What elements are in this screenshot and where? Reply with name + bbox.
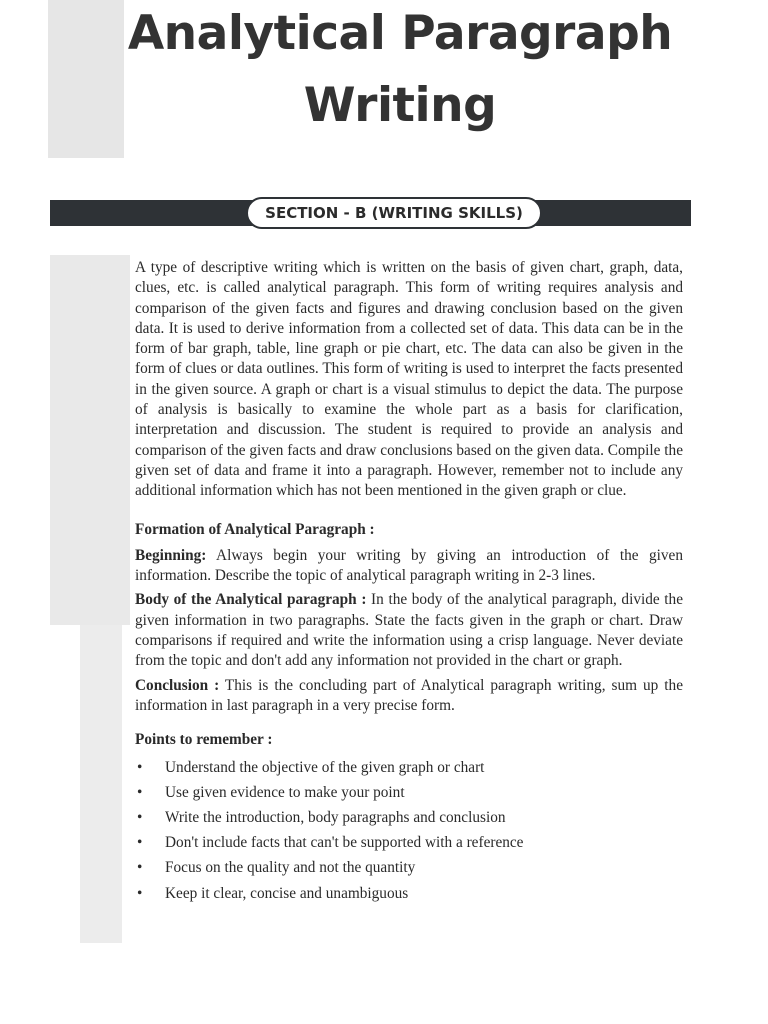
list-item-text: Focus on the quality and not the quantity	[165, 859, 416, 877]
list-item	[135, 780, 683, 805]
conclusion-text: This is the concluding part of Analytical paragraph writing, sum up the information in last paragraph in a very precise form.	[135, 676, 683, 714]
points-heading: Points to remember :	[135, 731, 273, 749]
body-text: In the body of the analytical paragraph, divide the given information in two paragraphs. State the facts given in the graph or chart. Draw comparisons if required and write the information using a crisp language. Never deviate from the topic and don't add any information not provided in the chart or graph.	[135, 591, 683, 670]
list-item	[135, 855, 683, 880]
bullet-icon: •	[137, 758, 143, 776]
list-item	[135, 805, 683, 830]
bullet-icon: •	[137, 808, 143, 826]
conclusion-term: Conclusion :	[135, 676, 220, 694]
bullet-icon: •	[137, 783, 143, 801]
list-item-text: Keep it clear, concise and unambiguous	[165, 884, 409, 902]
list-item	[135, 830, 683, 855]
body-definition	[135, 590, 683, 671]
beginning-definition	[135, 546, 683, 587]
page-title	[0, 0, 768, 146]
bullet-icon: •	[137, 859, 143, 877]
list-item-text: Write the introduction, body paragraphs and conclusion	[165, 808, 506, 826]
formation-heading: Formation of Analytical Paragraph :	[135, 520, 375, 538]
bullet-icon: •	[137, 834, 143, 852]
section-label: SECTION - B (WRITING SKILLS)	[246, 197, 542, 229]
page-title-line-1: Analytical Paragraph	[127, 6, 673, 61]
decorative-margin-block-lower	[80, 625, 122, 943]
points-list	[135, 755, 683, 906]
list-item	[135, 881, 683, 906]
list-item	[135, 755, 683, 780]
body-term: Body of the Analytical paragraph :	[135, 591, 367, 609]
bullet-icon: •	[137, 884, 143, 902]
beginning-term: Beginning:	[135, 546, 207, 564]
document-body	[135, 258, 683, 906]
beginning-text: Always begin your writing by giving an introduction of the given information. Describe the topic of analytical paragraph writing in 2-3 lines.	[135, 546, 683, 585]
list-item-text: Use given evidence to make your point	[165, 783, 405, 801]
conclusion-definition	[135, 676, 683, 717]
list-item-text: Understand the objective of the given graph or chart	[165, 758, 485, 776]
list-item-text: Don't include facts that can't be supported with a reference	[165, 834, 524, 852]
intro-paragraph: A type of descriptive writing which is written on the basis of given chart, graph, data, clues, etc. is called analytical paragraph. This form of writing requires analysis and comparison of the given facts and figures and drawing conclusion based on the given data. It is used to derive information from a collected set of data. This data can be in the form of bar graph, table, line graph or pie chart, etc. The data can also be given in the form of clues or data outlines. This form of writing is used to interpret the facts presented in the given source. A graph or chart is a visual stimulus to depict the data. The purpose of analysis is basically to examine the whole part as a basis for clarification, interpretation and discussion. The student is required to provide an analysis and comparison of the given facts and draw conclusions based on the given data. Compile the given set of data and frame it into a paragraph. However, remember not to include any additional information which has not been mentioned in the given graph or clue.	[135, 259, 683, 500]
page-title-line-2: Writing	[303, 78, 497, 133]
decorative-margin-block	[50, 255, 130, 625]
